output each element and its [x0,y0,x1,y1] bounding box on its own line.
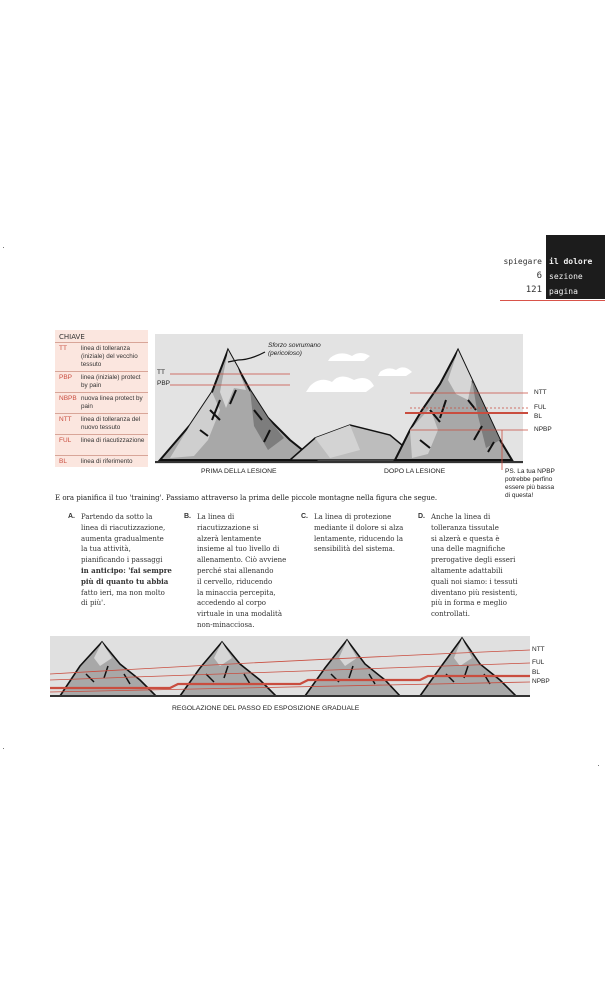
key-abbr: FUL [59,437,72,444]
column-line: Anche la linea di [431,513,491,521]
label-ntt: NTT [534,389,547,396]
column-line: controllati. [431,610,470,619]
intro-text: E ora pianifica il tuo 'training'. Passiamo attraverso la prima delle piccole montagne nella figura che segue. [55,494,438,502]
label-pbp: PBP [157,380,171,387]
column-letter: A. [68,513,75,520]
header-right-1: il dolore [549,257,593,266]
column-line: alzerà lentamente [197,534,262,543]
column-line: altamente adattabili [431,566,503,575]
column-line: la minaccia percepita, [197,588,276,597]
column-line: virtuale in una modalità [197,610,282,619]
column-line: accedendo al corpo [197,599,267,608]
column-letter: B. [184,513,191,520]
label2-bl: BL [532,669,540,676]
page-mark [598,765,599,766]
column-line: sensibilità del sistema. [314,545,395,554]
column-line: quali noi siamo: i tessuti [431,577,518,586]
caption-graded-exposure: REGOLAZIONE DEL PASSO ED ESPOSIZIONE GRADUALE [172,705,360,712]
mountains-figure-before-after [150,330,530,470]
key-desc: linea di riferimento [81,458,133,465]
key-row-nbpb [55,392,148,414]
label2-npbp: NPBP [532,678,550,685]
column-line: la tua attività, [81,545,131,554]
column-line: La linea di protezione [314,513,392,521]
label-npbp: NPBP [534,426,552,433]
annotation-superhuman-effort: Sforzo sovrumano (pericoloso) [268,342,321,358]
column-line: aumenta gradualmente [81,534,164,543]
column-line: prerogative degli esseri [431,556,516,565]
label-ful: FUL [534,404,547,411]
column-line: più di quanto tu abbia [81,576,169,586]
column-line: riacutizzazione si [197,523,259,532]
key-row-ntt [55,413,148,435]
page-mark [3,748,4,749]
note-npbp-lower: PS. La tua NPBP potrebbe perfino essere più bassa di questa! [505,468,555,500]
header-right-2: sezione [549,272,583,281]
header-left-3: 121 [525,285,542,295]
key-title: CHIAVE [59,333,85,341]
key-abbr: NTT [59,416,72,423]
label2-ntt: NTT [532,646,545,653]
caption-after-injury: DOPO LA LESIONE [384,468,446,475]
key-abbr: TT [59,345,67,352]
column-line: il cervello, riducendo [197,577,273,586]
column-line: insieme al tuo livello di [197,545,280,554]
label-tt: TT [157,369,165,376]
column-line: Partendo da sotto la [81,513,153,521]
key-desc: nuova linea protect by pain [81,395,143,410]
column-line: allenamento. Ciò avviene [197,556,287,565]
column-line: una delle magnifiche [431,545,506,554]
caption-before-injury: PRIMA DELLA LESIONE [201,468,277,475]
header-left-2: 6 [536,271,542,281]
page-mark [3,247,4,248]
header-right-3: pagina [549,287,578,296]
key-abbr: PBP [59,374,73,381]
key-row-pbp [55,371,148,393]
header-rule [500,300,605,301]
key-row-bl [55,455,148,468]
column-line: fatto ieri, ma non molto [81,588,165,597]
graded-exposure-figure [50,630,530,700]
column-line: non-minacciosa. [197,620,255,629]
column-line: La linea di [197,513,235,521]
key-desc: linea di riacutizzazione [81,437,145,444]
column-line: si alzerà e questa è [431,534,500,543]
column-line: in anticipo: 'fai sempre [81,565,172,575]
key-desc: linea di tolleranza (iniziale) del vecchio tessuto [81,345,138,368]
header-left-1: spiegare [503,257,542,266]
column-line: pianificando i passaggi [81,556,163,565]
column-letter: C. [301,513,308,520]
column-letter: D. [418,513,425,520]
label-bl: BL [534,413,542,420]
column-line: più in forma e meglio [431,599,507,608]
column-line: linea di riacutizzazione, [81,523,166,532]
label2-ful: FUL [532,659,545,666]
key-desc: linea (iniziale) protect by pain [81,374,141,389]
column-line: diventano più resistenti, [431,588,518,597]
key-row-ful [55,434,148,456]
column-line: di più'. [81,599,106,608]
column-line: lentamente, riducendo la [314,534,404,543]
column-line: perché stai allenando [197,566,274,575]
key-abbr: NBPB [59,395,77,402]
key-desc: linea di tolleranza del nuovo tessuto [81,416,141,431]
key-row-tt [55,342,148,372]
key-abbr: BL [59,458,67,465]
column-line: mediante il dolore si alza [314,523,404,532]
column-line: tolleranza tissutale [431,523,499,532]
